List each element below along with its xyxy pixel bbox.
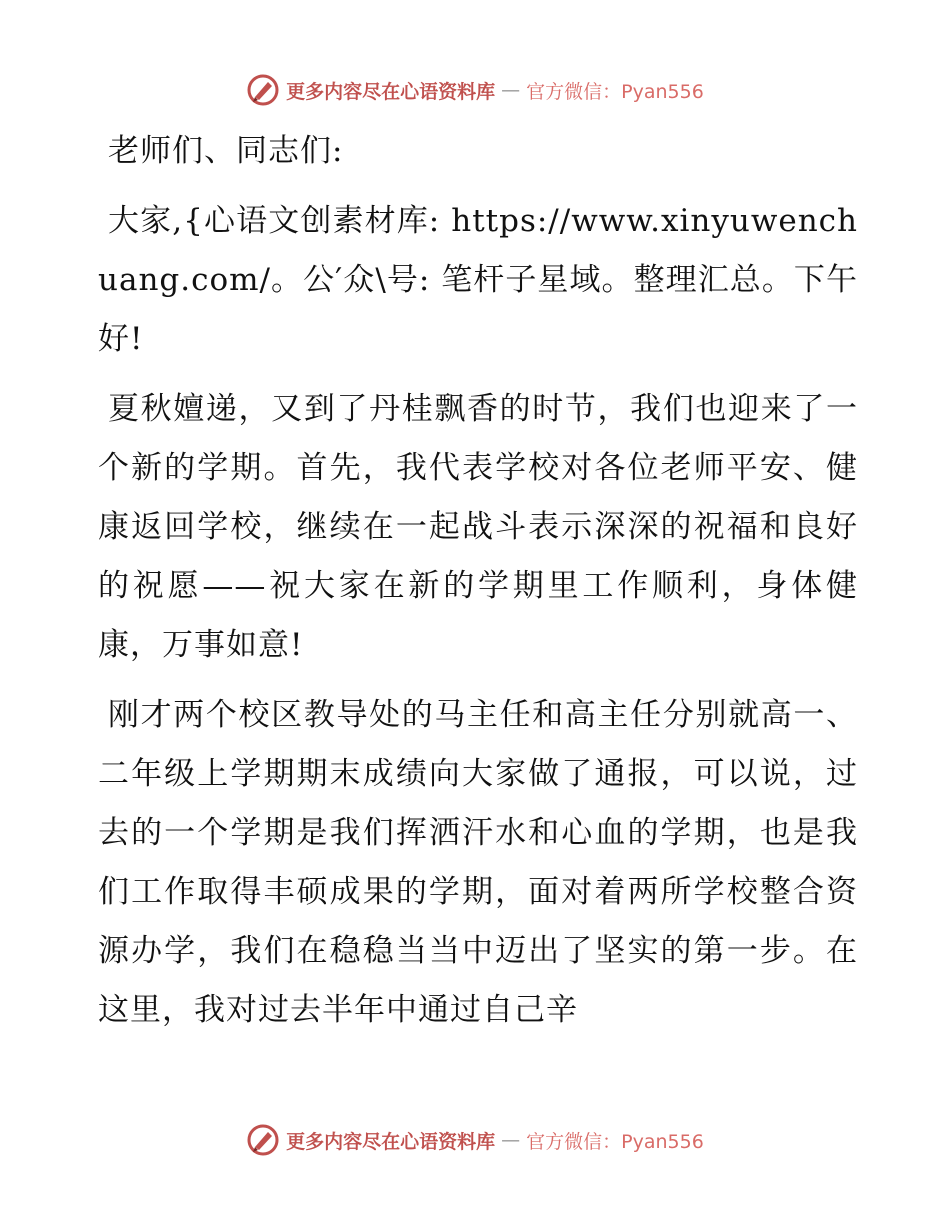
banner-wechat-text: 官方微信：Pyan556 [526,80,704,103]
greeting-paragraph: 老师们、同志们: [108,133,344,169]
pen-logo-icon [246,73,280,107]
header-banner [0,70,950,110]
banner-separator: — [501,79,521,101]
banner-separator: — [501,1129,521,1151]
footer-banner [0,1120,950,1160]
banner-wechat-text: 官方微信：Pyan556 [526,1130,704,1153]
banner-brand-text: 更多内容尽在心语资料库 [286,1130,496,1153]
banner-brand-text: 更多内容尽在心语资料库 [286,80,496,103]
season-paragraph: 夏秋嬗递，又到了丹桂飘香的时节，我们也迎来了一个新的学期。首先，我代表学校对各位老师平安、健康返回学校，继续在一起战斗表示深深的祝福和良好的祝愿——祝大家在新的学期里工作顺利，身体健康，万事如意! [98,391,858,663]
report-paragraph: 刚才两个校区教导处的马主任和高主任分别就高一、二年级上学期期末成绩向大家做了通报，可以说，过去的一个学期是我们挥洒汗水和心血的学期，也是我们工作取得丰硕成果的学期，面对着两所学校整合资源办学，我们在稳稳当当中迈出了坚实的第一步。在这里，我对过去半年中通过自己辛 [98,697,858,1028]
intro-paragraph: 大家,{心语文创素材库: https://www.xinyuwenchuang.com/。公′众\号: 笔杆子星域。整理汇总。下午好! [98,203,858,357]
document-body [98,122,858,1051]
pen-logo-icon [246,1123,280,1157]
